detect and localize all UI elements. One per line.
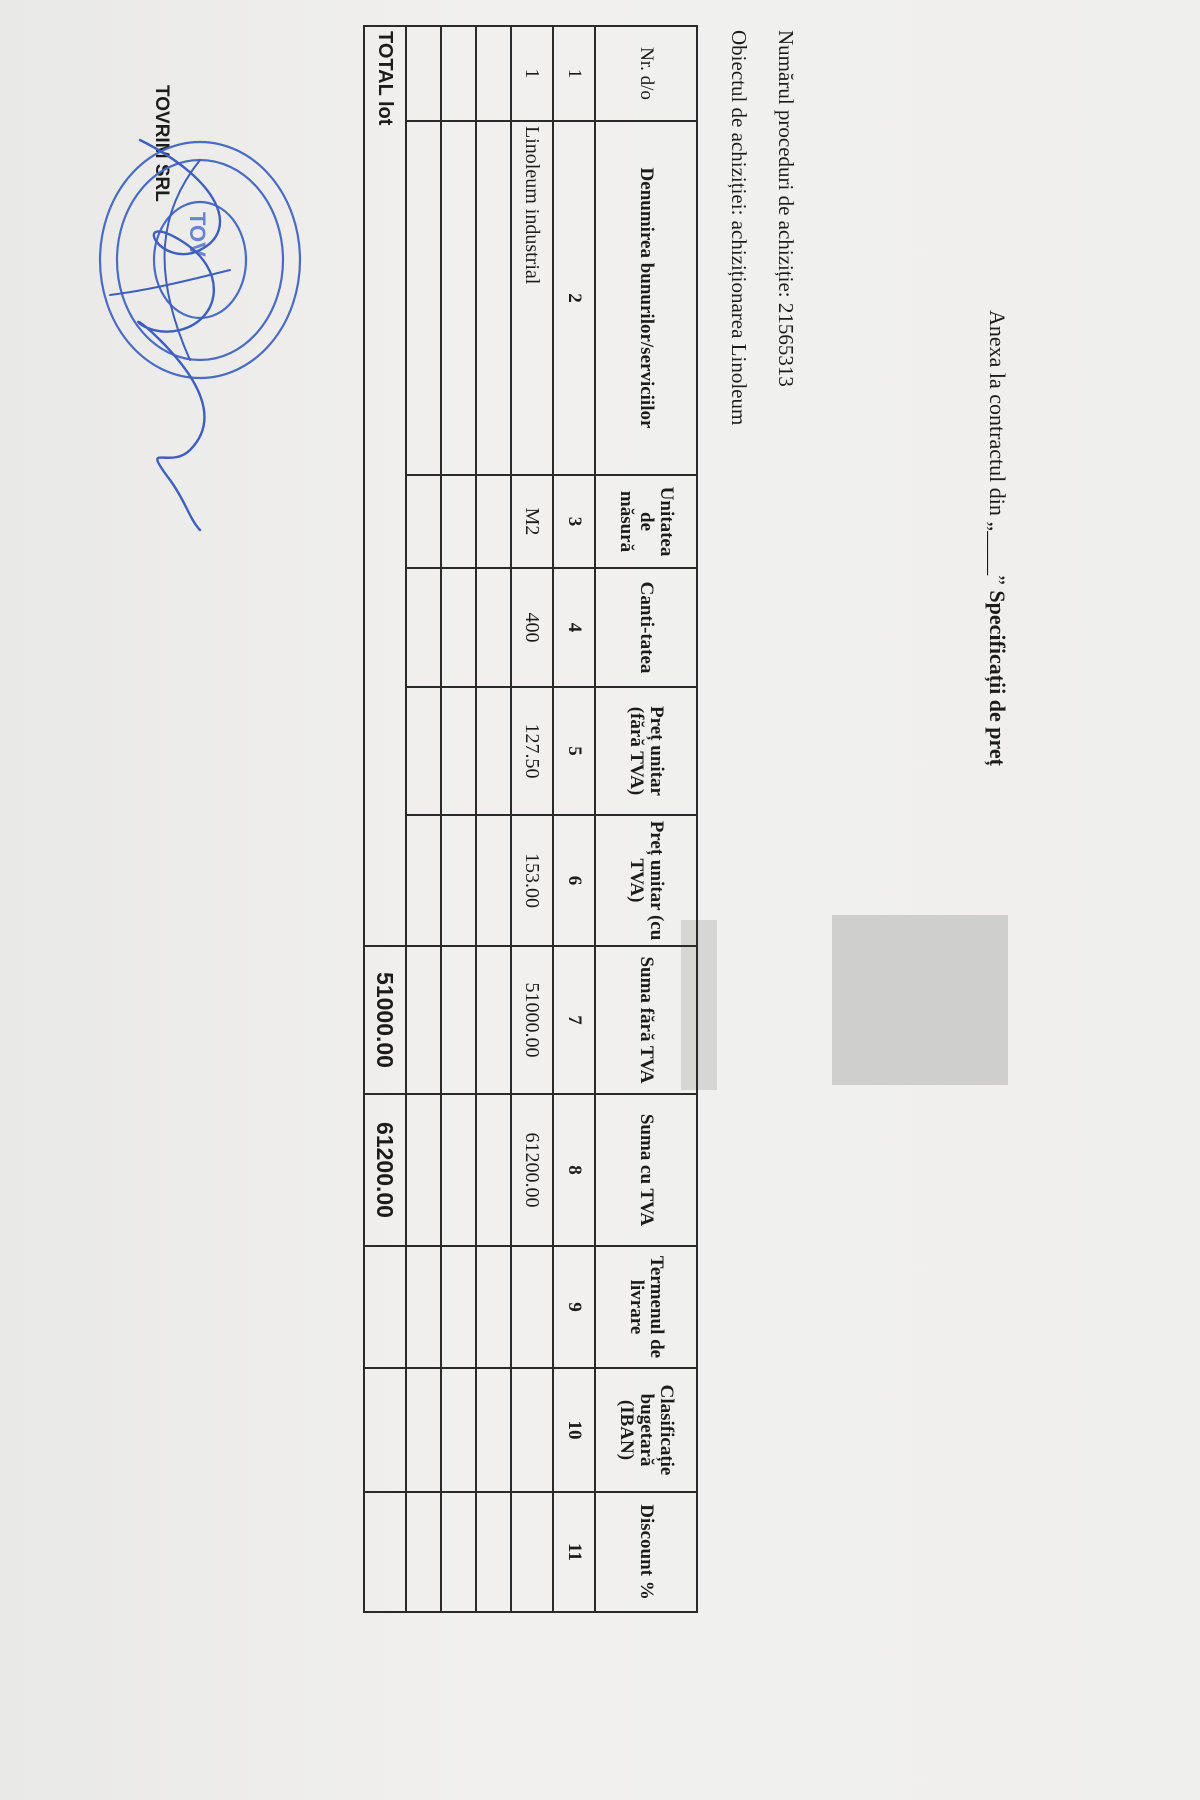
- total-row: [364, 26, 406, 1612]
- empty-cell: [441, 1368, 476, 1492]
- empty-cell: [441, 1094, 476, 1246]
- document-title: [984, 310, 1010, 766]
- object-label: Obiectul de achiziției:: [727, 30, 751, 216]
- empty-row: [441, 26, 476, 1612]
- empty-cell: [441, 946, 476, 1094]
- procedure-label: Numărul proceduri de achiziție:: [774, 30, 798, 298]
- empty-cell: [441, 26, 476, 121]
- cell-price-vat: 153.00: [511, 815, 553, 946]
- empty-cell: [476, 1492, 511, 1612]
- empty-row: [476, 26, 511, 1612]
- column-number: 4: [553, 568, 595, 687]
- total-label: TOTAL lot: [364, 26, 406, 946]
- header-sum-vat: Suma cu TVA: [595, 1094, 697, 1246]
- empty-cell: [476, 687, 511, 815]
- svg-text:TOV: TOV: [185, 212, 210, 257]
- cell-discount: [511, 1492, 553, 1612]
- column-number: 1: [553, 26, 595, 121]
- empty-cell: [406, 1368, 441, 1492]
- empty-cell: [406, 1492, 441, 1612]
- column-number: 10: [553, 1368, 595, 1492]
- empty-cell: [476, 475, 511, 568]
- signature: [100, 120, 260, 540]
- empty-cell: [364, 1246, 406, 1368]
- cell-sum-no-vat: 51000.00: [511, 946, 553, 1094]
- procedure-line: [773, 30, 798, 387]
- header-price-no-vat: Preț unitar (fără TVA): [595, 687, 697, 815]
- empty-cell: [364, 1492, 406, 1612]
- column-number: 6: [553, 815, 595, 946]
- empty-cell: [406, 568, 441, 687]
- column-number: 5: [553, 687, 595, 815]
- empty-cell: [406, 815, 441, 946]
- column-number: 8: [553, 1094, 595, 1246]
- header-unit: Unitatea de măsură: [595, 475, 697, 568]
- cell-qty: 400: [511, 568, 553, 687]
- cell-price-no-vat: 127.50: [511, 687, 553, 815]
- header-sum-no-vat: Suma fără TVA: [595, 946, 697, 1094]
- column-number: 9: [553, 1246, 595, 1368]
- empty-cell: [476, 26, 511, 121]
- empty-cell: [406, 26, 441, 121]
- header-qty: Canti-tatea: [595, 568, 697, 687]
- empty-cell: [406, 1094, 441, 1246]
- header-name: Denumirea bunurilor/serviciilor: [595, 121, 697, 475]
- table-row: [511, 26, 553, 1612]
- empty-cell: [406, 475, 441, 568]
- cell-name: Linoleum industrial: [511, 121, 553, 475]
- empty-cell: [441, 1492, 476, 1612]
- empty-cell: [441, 687, 476, 815]
- empty-cell: [441, 568, 476, 687]
- total-sum-no-vat: 51000.00: [364, 946, 406, 1094]
- header-nr: Nr. d/o: [595, 26, 697, 121]
- empty-cell: [441, 475, 476, 568]
- header-delivery: Termenul de livrare: [595, 1246, 697, 1368]
- column-number-row: [553, 26, 595, 1612]
- empty-cell: [476, 1368, 511, 1492]
- cell-nr: 1: [511, 26, 553, 121]
- empty-cell: [476, 121, 511, 475]
- cell-sum-vat: 61200.00: [511, 1094, 553, 1246]
- header-price-vat: Preț unitar (cu TVA): [595, 815, 697, 946]
- cell-unit: M2: [511, 475, 553, 568]
- column-number: 2: [553, 121, 595, 475]
- column-number: 3: [553, 475, 595, 568]
- empty-cell: [476, 1094, 511, 1246]
- procedure-number: 21565313: [774, 302, 798, 387]
- empty-cell: [441, 1246, 476, 1368]
- header-budget: Clasificație bugetară (IBAN): [595, 1368, 697, 1492]
- empty-cell: [406, 946, 441, 1094]
- total-sum-vat: 61200.00: [364, 1094, 406, 1246]
- header-row: [595, 26, 697, 1612]
- empty-cell: [406, 1246, 441, 1368]
- object-line: [726, 30, 751, 425]
- empty-cell: [406, 687, 441, 815]
- empty-cell: [441, 815, 476, 946]
- empty-cell: [476, 1246, 511, 1368]
- object-value: achiziționarea Linoleum: [727, 220, 751, 426]
- title-bold: Specificații de preț: [985, 590, 1010, 766]
- price-specification-table: [363, 25, 698, 1613]
- company-name: TOVRIM SRL: [151, 85, 172, 202]
- cell-budget: [511, 1368, 553, 1492]
- column-number: 7: [553, 946, 595, 1094]
- redaction-block: [832, 915, 1008, 1085]
- title-prefix: Anexa la contractul din „____”: [985, 310, 1010, 585]
- empty-row: [406, 26, 441, 1612]
- empty-cell: [406, 121, 441, 475]
- empty-cell: [441, 121, 476, 475]
- empty-cell: [364, 1368, 406, 1492]
- column-number: 11: [553, 1492, 595, 1612]
- empty-cell: [476, 568, 511, 687]
- empty-cell: [476, 815, 511, 946]
- header-discount: Discount %: [595, 1492, 697, 1612]
- empty-cell: [476, 946, 511, 1094]
- cell-delivery: [511, 1246, 553, 1368]
